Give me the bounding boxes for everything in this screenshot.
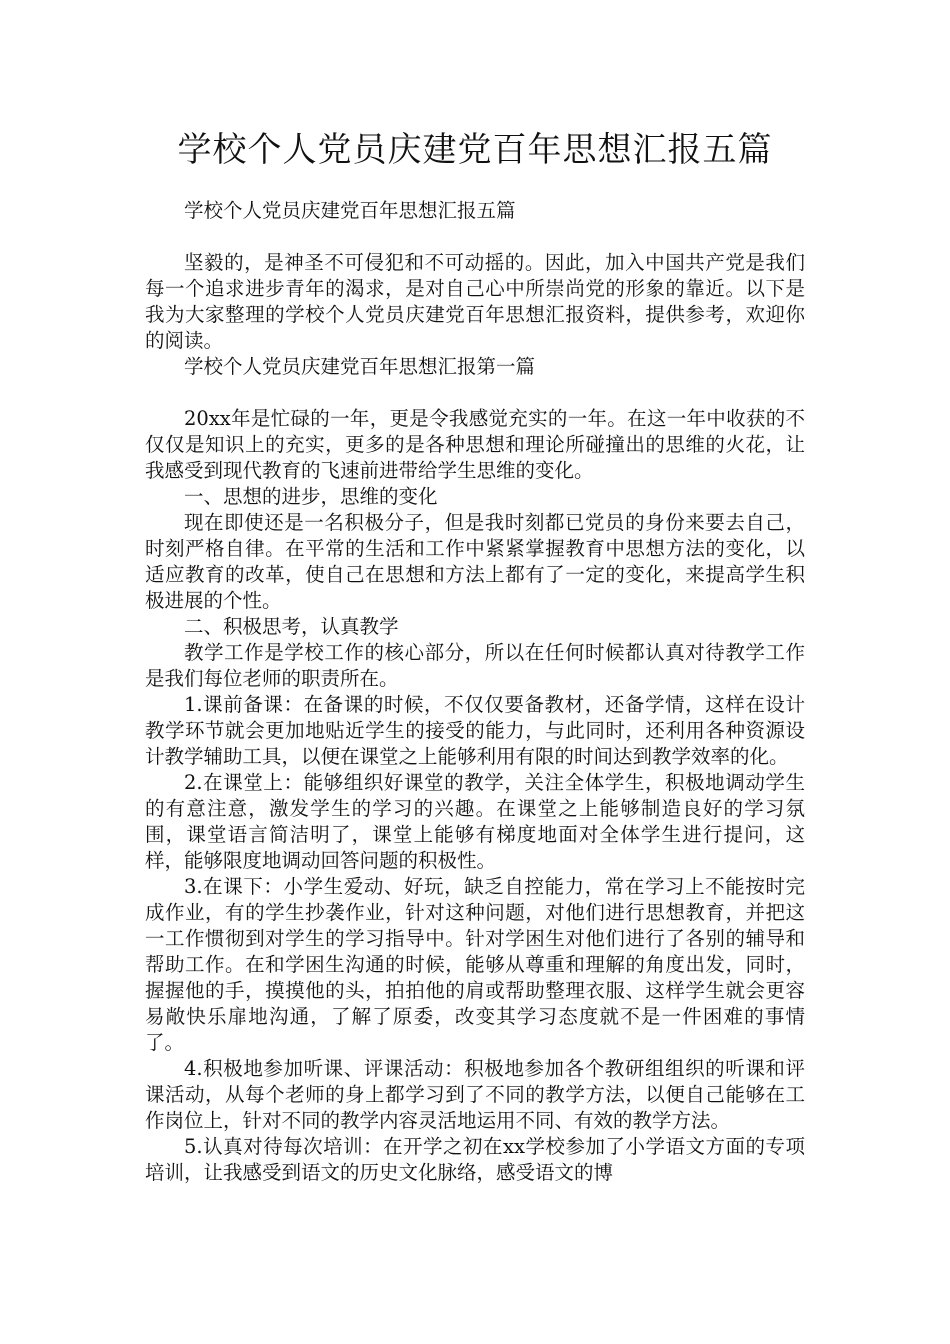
subheading: 一、思想的进步，思维的变化	[184, 485, 438, 508]
intro-paragraph: 坚毅的，是神圣不可侵犯和不可动摇的。因此，加入中国共产党是我们每一个追求进步青年的渴求，是对自己心中所崇尚党的形象的靠近。以下是我为大家整理的学校个人党员庆建党百年思想汇报资料，提供参考，欢迎你的阅读。	[145, 251, 805, 352]
body-paragraph: 2.在课堂上：能够组织好课堂的教学，关注全体学生，积极地调动学生的有意注意，激发学生的学习的兴趣。在课堂之上能够制造良好的学习氛围，课堂语言简洁明了，课堂上能够有梯度地面对全体学生进行提问，这样，能够限度地调动回答问题的积极性。	[145, 771, 805, 872]
body-paragraph: 4.积极地参加听课、评课活动：积极地参加各个教研组组织的听课和评课活动，从每个老师的身上都学习到了不同的教学方法，以便自己能够在工作岗位上，针对不同的教学内容灵活地运用不同、有效的教学方法。	[145, 1057, 805, 1132]
body-paragraph: 3.在课下：小学生爱动、好玩，缺乏自控能力，常在学习上不能按时完成作业，有的学生抄袭作业，针对这种问题，对他们进行思想教育，并把这一工作惯彻到对学生的学习指导中。针对学困生对他们进行了各别的辅导和帮助工作。在和学困生沟通的时候，能够从尊重和理解的角度出发，同时，握握他的手，摸摸他的头，拍拍他的肩或帮助整理衣服、这样学生就会更容易敞快乐扉地沟通，了解了原委，改变其学习态度就不是一件困难的事情了。	[145, 875, 805, 1054]
paragraph-spacer	[145, 224, 805, 250]
body-paragraph: 现在即使还是一名积极分子，但是我时刻都已党员的身份来要去自己，时刻严格自律。在平常的生活和工作中紧紧掌握教育中思想方法的变化，以适应教育的改革，使自己在思想和方法上都有了一定的变化，来提高学生积极进展的个性。	[145, 511, 805, 612]
body-paragraph: 20xx年是忙碌的一年，更是令我感觉充实的一年。在这一年中收获的不仅仅是知识上的充实，更多的是各种思想和理论所碰撞出的思维的火花，让我感受到现代教育的飞速前进带给学生思维的变化。	[145, 407, 805, 482]
body-paragraph: 1.课前备课：在备课的时候，不仅仅要备教材，还备学情，这样在设计教学环节就会更加地贴近学生的接受的能力，与此同时，还利用各种资源设计教学辅助工具，以便在课堂之上能够利用有限的时间达到教学效率的化。	[145, 693, 805, 768]
body-paragraph: 5.认真对待每次培训：在开学之初在xx学校参加了小学语文方面的专项培训，让我感受到语文的历史文化脉络，感受语文的博	[145, 1135, 805, 1184]
section-heading: 学校个人党员庆建党百年思想汇报第一篇	[184, 355, 536, 378]
subheading: 二、积极思考，认真教学	[184, 615, 399, 638]
document-title: 学校个人党员庆建党百年思想汇报五篇	[177, 130, 773, 170]
body-paragraph: 教学工作是学校工作的核心部分，所以在任何时候都认真对待教学工作是我们每位老师的职责所在。	[145, 641, 805, 690]
document-body	[145, 198, 805, 1186]
document-subtitle: 学校个人党员庆建党百年思想汇报五篇	[184, 199, 516, 222]
paragraph-spacer	[145, 380, 805, 406]
